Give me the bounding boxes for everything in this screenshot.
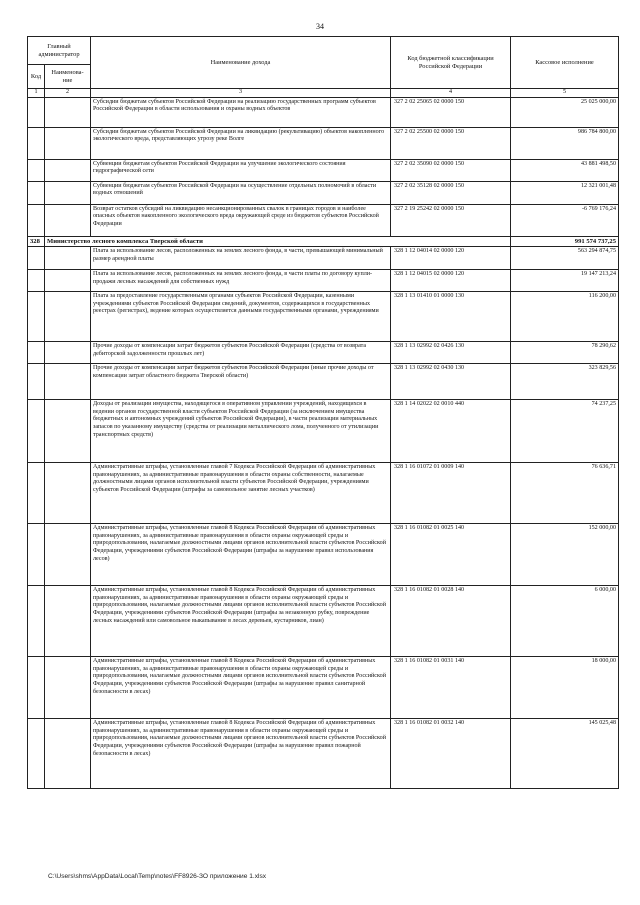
admin-name-cell (45, 719, 91, 789)
amount-cell: 323 829,56 (511, 364, 619, 400)
income-name-cell: Плата за предоставление государственными органами субъектов Российской Федерации, казенными учреждениями субъектов Российской Федерации сведений, документов, содержащихся в государственных реестрах (регистрах), ведение которых осуществляется данными государственными органами, учреждениями (91, 292, 391, 342)
amount-cell: 19 147 213,24 (511, 270, 619, 292)
income-name-cell: Доходы от реализации имущества, находящегося в оперативном управлении учреждений, находящихся в ведении органов государственной власти субъектов Российской Федерации (за исключением имущества бюджетных и автономных учреждений субъектов Российской Федерации), в части реализации материальных запасов по указанному имуществу (средства от реализации металлического лома, полученного от утилизации транспортных средств) (91, 400, 391, 463)
income-row (28, 247, 619, 270)
amount-cell: 12 321 001,48 (511, 181, 619, 204)
admin-name-cell (45, 400, 91, 463)
income-name-cell: Плата за использование лесов, расположенных на землях лесного фонда, в части, превышающей минимальный размер арендной платы (91, 247, 391, 270)
income-row (28, 586, 619, 657)
income-row (28, 463, 619, 524)
income-name-cell: Прочие доходы от компенсации затрат бюджетов субъектов Российской Федерации (иные прочие доходы от компенсации затрат областного бюджета Тверской области) (91, 364, 391, 400)
ministry-row (28, 236, 619, 247)
admin-name-cell (45, 159, 91, 181)
header-code: Код (28, 65, 45, 89)
income-row (28, 719, 619, 789)
admin-code-cell (28, 364, 45, 400)
amount-cell: 43 881 498,50 (511, 159, 619, 181)
amount-cell: 152 000,00 (511, 524, 619, 586)
kbk-code-cell: 328 1 13 02992 02 0430 130 (391, 364, 511, 400)
kbk-code-cell: 328 1 13 02992 02 0426 130 (391, 342, 511, 364)
admin-name-cell (45, 463, 91, 524)
header-kbk: Код бюджетной классификации Российской Федерации (391, 37, 511, 89)
kbk-code-cell: 328 1 16 01082 01 0031 140 (391, 657, 511, 719)
kbk-code-cell: 327 2 02 25500 02 0000 150 (391, 127, 511, 159)
admin-name-cell (45, 247, 91, 270)
income-row (28, 97, 619, 127)
income-name-cell: Плата за использование лесов, расположенных на землях лесного фонда, в части платы по договору купли-продажи лесных насаждений для собственных нужд (91, 270, 391, 292)
kbk-code-cell: 328 1 12 04014 02 0000 120 (391, 247, 511, 270)
income-name-cell: Административные штрафы, установленные главой 7 Кодекса Российской Федерации об административных правонарушениях, за административные правонарушения в области охраны собственности, налагаемые должностными лицами органов исполнительной власти субъектов Российской Федерации, учреждениями субъектов Российской Федерации (штрафы за самовольное занятие лесных участков) (91, 463, 391, 524)
ministry-name: Министерство лесного комплекса Тверской области (45, 236, 511, 247)
col-number: 2 (45, 89, 91, 98)
kbk-code-cell: 327 2 02 35128 02 0000 150 (391, 181, 511, 204)
kbk-code-cell: 328 1 16 01082 01 0028 140 (391, 586, 511, 657)
admin-code-cell (28, 159, 45, 181)
income-name-cell: Административные штрафы, установленные главой 8 Кодекса Российской Федерации об административных правонарушениях, за административные правонарушения в области охраны окружающей среды и природопользования, налагаемые должностными лицами органов исполнительной власти субъектов Российской Федерации, учреждениями субъектов Российской Федерации (штрафы за нарушение правил санитарной безопасности в лесах) (91, 657, 391, 719)
amount-cell: 78 290,62 (511, 342, 619, 364)
admin-code-cell (28, 524, 45, 586)
income-row (28, 159, 619, 181)
income-name-cell: Прочие доходы от компенсации затрат бюджетов субъектов Российской Федерации (средства от возврата дебиторской задолженности прошлых лет) (91, 342, 391, 364)
amount-cell: 6 000,00 (511, 586, 619, 657)
income-name-cell: Субсидии бюджетам субъектов Российской Федерации на реализацию государственных программ субъектов Российской Федерации в области использования и охраны водных объектов (91, 97, 391, 127)
income-row (28, 657, 619, 719)
admin-code-cell (28, 270, 45, 292)
income-name-cell: Субвенции бюджетам субъектов Российской Федерации на осуществление отдельных полномочий в области водных отношений (91, 181, 391, 204)
income-name-cell: Административные штрафы, установленные главой 8 Кодекса Российской Федерации об административных правонарушениях, за административные правонарушения в области охраны окружающей среды и природопользования, налагаемые должностными лицами органов исполнительной власти субъектов Российской Федерации, учреждениями субъектов Российской Федерации (штрафы за незаконную рубку, повреждение лесных насаждений или самовольное выкапывание в лесах деревьев, кустарников, лиан) (91, 586, 391, 657)
income-row (28, 270, 619, 292)
kbk-code-cell: 328 1 13 01410 01 0000 130 (391, 292, 511, 342)
income-name-cell: Административные штрафы, установленные главой 8 Кодекса Российской Федерации об административных правонарушениях, за административные правонарушения в области охраны окружающей среды и природопользования, налагаемые должностными лицами органов исполнительной власти субъектов Российской Федерации, учреждениями субъектов Российской Федерации (штрафы за нарушение правил использования лесов) (91, 524, 391, 586)
amount-cell: -6 769 176,24 (511, 204, 619, 236)
file-path-footer: C:\Users\shms\AppData\Local\Temp\notes\FF8926-ЗО приложение 1.xlsx (48, 873, 267, 880)
income-row (28, 181, 619, 204)
col-number: 1 (28, 89, 45, 98)
kbk-code-cell: 328 1 16 01082 01 0025 140 (391, 524, 511, 586)
income-row (28, 400, 619, 463)
admin-name-cell (45, 127, 91, 159)
header-cash: Кассовое исполнение (511, 37, 619, 89)
header-row (28, 37, 619, 65)
income-name-cell: Административные штрафы, установленные главой 8 Кодекса Российской Федерации об административных правонарушениях, за административные правонарушения в области охраны окружающей среды и природопользования, налагаемые должностными лицами органов исполнительной власти субъектов Российской Федерации, учреждениями субъектов Российской Федерации (штрафы за нарушение правил пожарной безопасности в лесах) (91, 719, 391, 789)
amount-cell: 986 784 800,00 (511, 127, 619, 159)
column-numbers-row (28, 89, 619, 98)
admin-code-cell (28, 657, 45, 719)
amount-cell: 18 000,00 (511, 657, 619, 719)
amount-cell: 74 237,25 (511, 400, 619, 463)
income-row (28, 127, 619, 159)
admin-code-cell (28, 292, 45, 342)
admin-name-cell (45, 181, 91, 204)
admin-code-cell (28, 97, 45, 127)
admin-code-cell (28, 463, 45, 524)
income-row (28, 292, 619, 342)
header-name: Наименова-ние (45, 65, 91, 89)
kbk-code-cell: 328 1 16 01082 01 0032 140 (391, 719, 511, 789)
admin-name-cell (45, 657, 91, 719)
kbk-code-cell: 327 2 02 35090 02 0000 150 (391, 159, 511, 181)
ministry-amount: 991 574 737,25 (511, 236, 619, 247)
income-name-cell: Субсидии бюджетам субъектов Российской Федерации на ликвидацию (рекультивацию) объектов накопленного экологического вреда, представляющих угрозу реке Волге (91, 127, 391, 159)
kbk-code-cell: 328 1 14 02022 02 0010 440 (391, 400, 511, 463)
amount-cell: 76 636,71 (511, 463, 619, 524)
kbk-code-cell: 327 2 19 25242 02 0000 150 (391, 204, 511, 236)
ministry-code: 328 (28, 236, 45, 247)
admin-name-cell (45, 524, 91, 586)
income-row (28, 204, 619, 236)
amount-cell: 145 025,48 (511, 719, 619, 789)
col-number: 3 (91, 89, 391, 98)
admin-name-cell (45, 97, 91, 127)
admin-name-cell (45, 270, 91, 292)
admin-name-cell (45, 342, 91, 364)
income-row (28, 342, 619, 364)
admin-name-cell (45, 292, 91, 342)
header-income-name: Наименование дохода (91, 37, 391, 89)
admin-code-cell (28, 181, 45, 204)
kbk-code-cell: 328 1 12 04015 02 0000 120 (391, 270, 511, 292)
admin-code-cell (28, 586, 45, 657)
income-table (27, 36, 619, 789)
admin-code-cell (28, 204, 45, 236)
income-row (28, 364, 619, 400)
page-number: 34 (316, 22, 324, 31)
col-number: 5 (511, 89, 619, 98)
amount-cell: 116 200,00 (511, 292, 619, 342)
amount-cell: 563 294 874,75 (511, 247, 619, 270)
admin-name-cell (45, 586, 91, 657)
admin-name-cell (45, 204, 91, 236)
admin-code-cell (28, 400, 45, 463)
kbk-code-cell: 328 1 16 01072 01 0009 140 (391, 463, 511, 524)
admin-code-cell (28, 342, 45, 364)
col-number: 4 (391, 89, 511, 98)
income-row (28, 524, 619, 586)
kbk-code-cell: 327 2 02 25065 02 0000 150 (391, 97, 511, 127)
admin-code-cell (28, 127, 45, 159)
admin-name-cell (45, 364, 91, 400)
income-name-cell: Субвенции бюджетам субъектов Российской Федерации на улучшение экологического состояния гидрографической сети (91, 159, 391, 181)
header-admin: Главный администратор (28, 37, 91, 65)
admin-code-cell (28, 247, 45, 270)
admin-code-cell (28, 719, 45, 789)
amount-cell: 25 025 000,00 (511, 97, 619, 127)
income-name-cell: Возврат остатков субсидий на ликвидацию несанкционированных свалок в границах городов и наиболее опасных объектов накопленного экологического вреда окружающей среде из бюджетов субъектов Российской Федерации (91, 204, 391, 236)
